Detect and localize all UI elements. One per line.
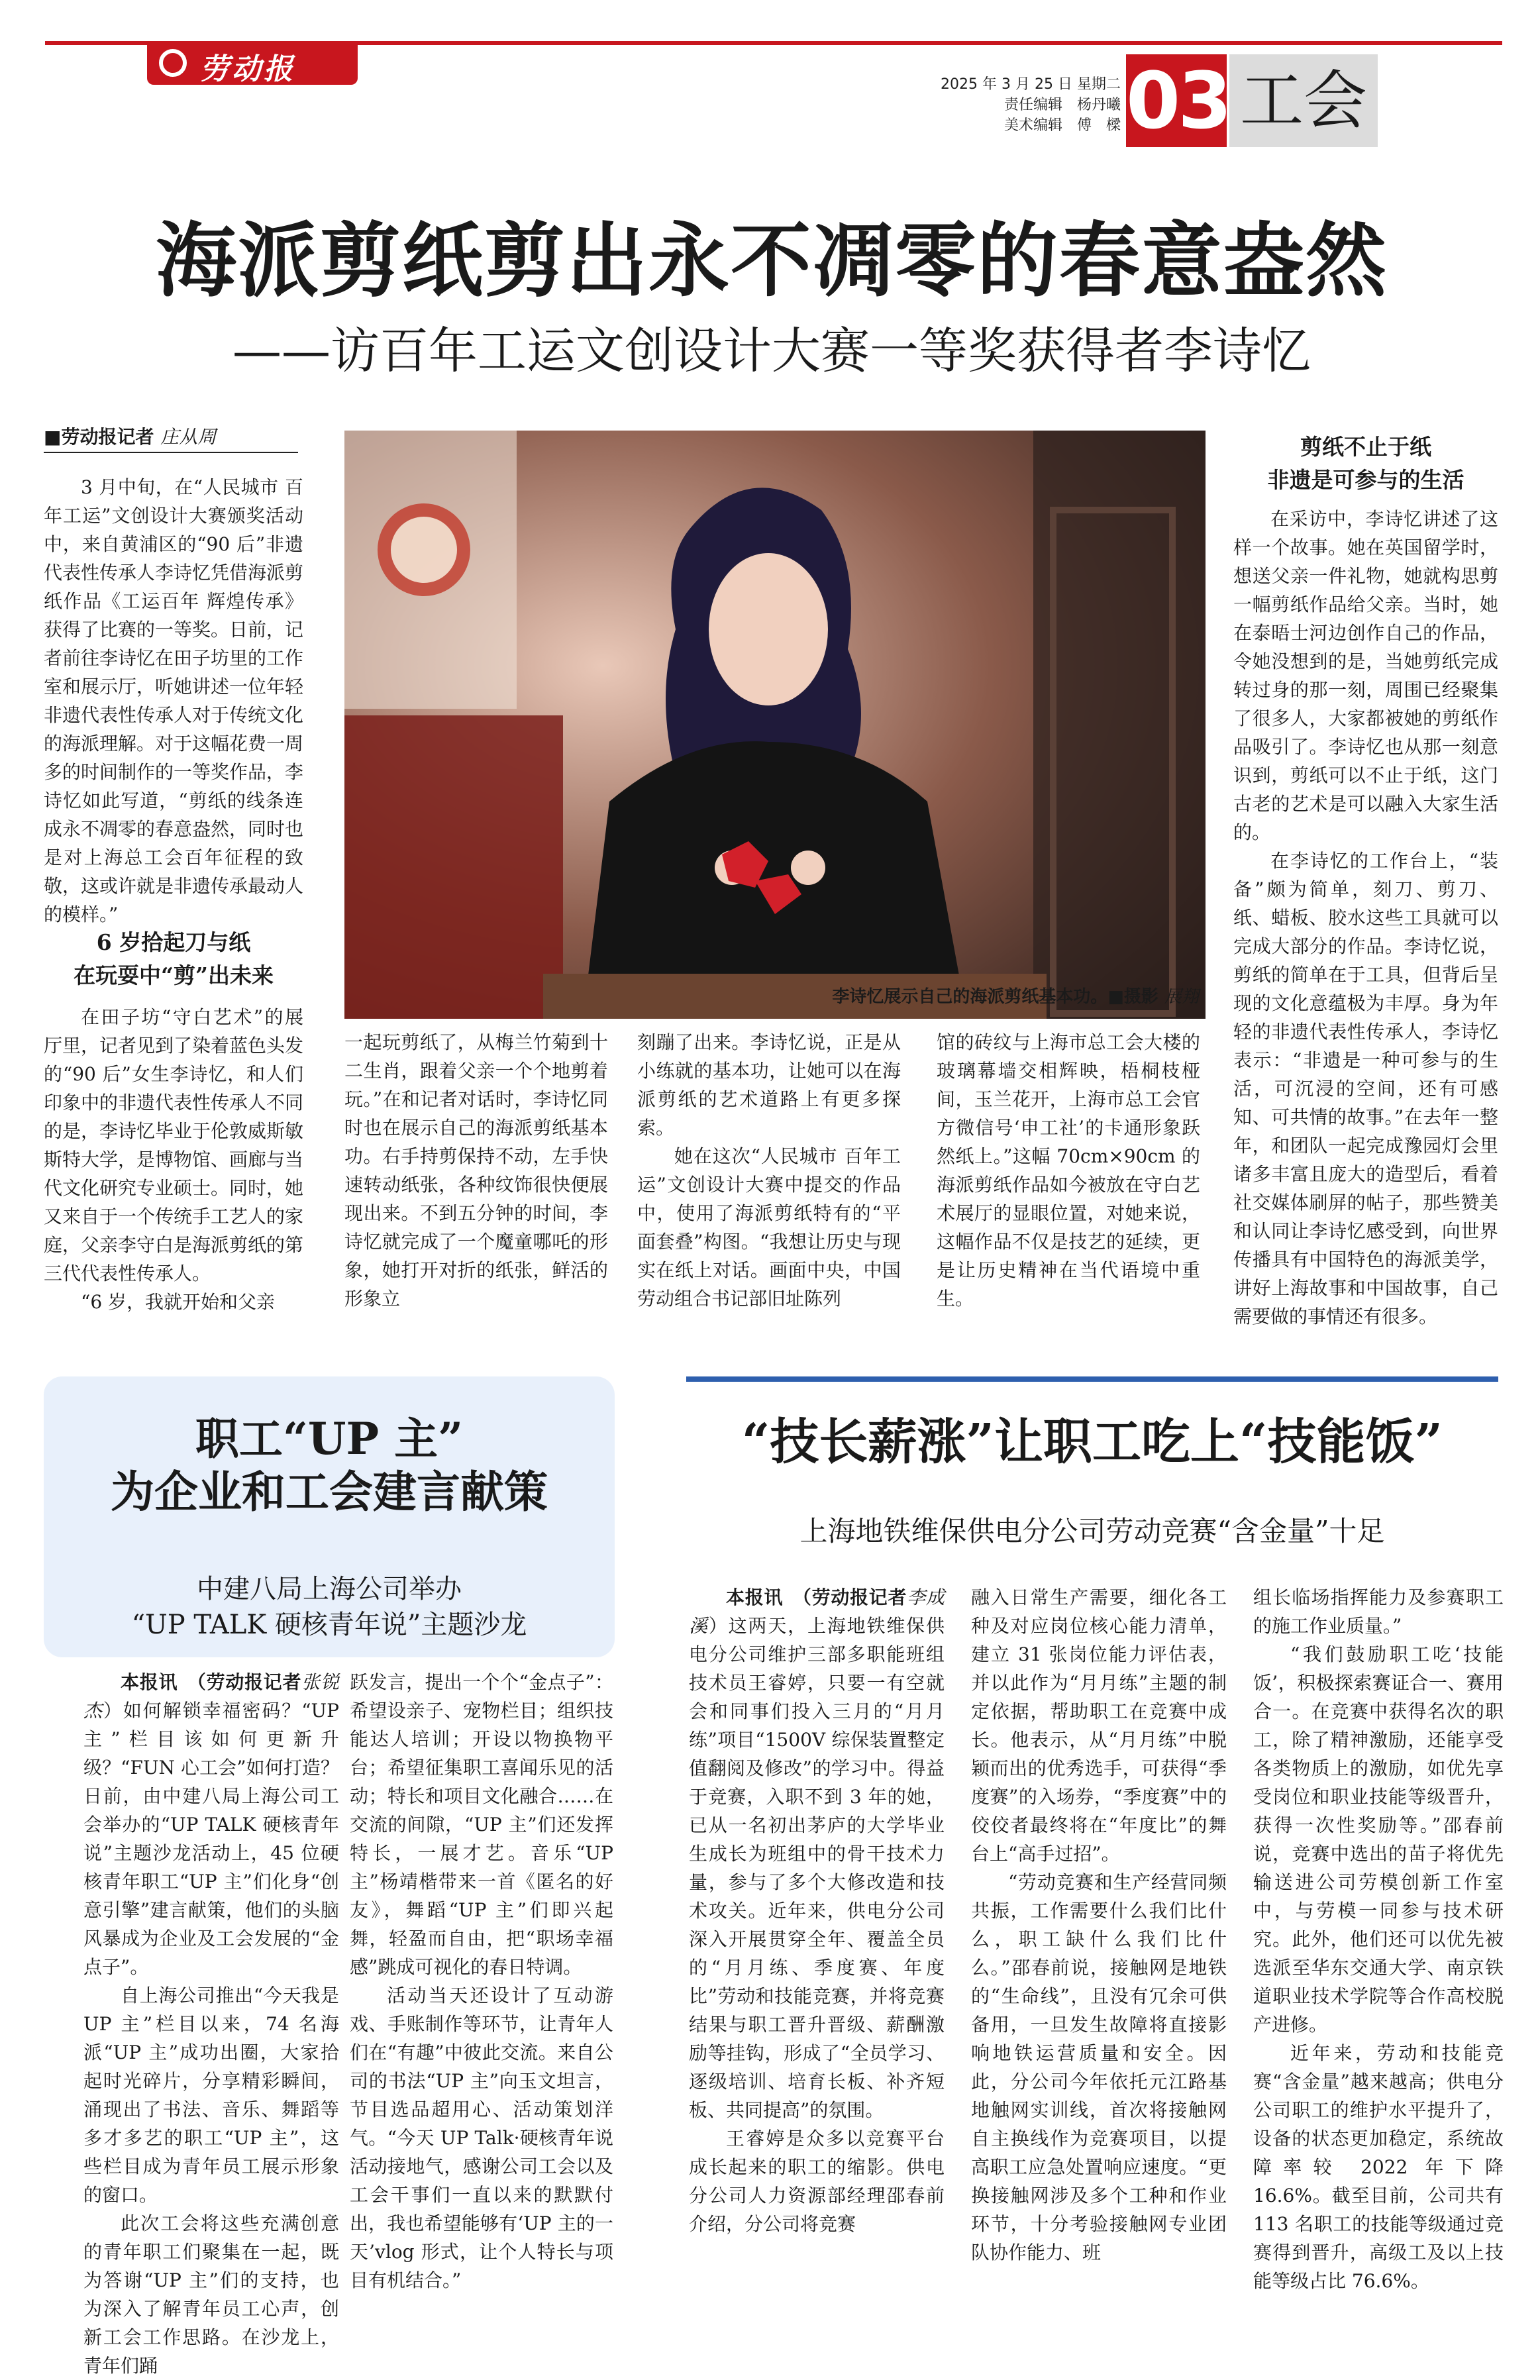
skill-col2	[971, 1583, 1227, 2267]
skill-title: “技长薪涨”让职工吃上“技能饭”	[741, 1414, 1443, 1471]
paragraph: 近年来，劳动和技能竞赛“含金量”越来越高；供电分公司职工的维护水平提升了，设备的状态更加稳定，系统故障率较 2022 年下降 16.6%。截至目前，公司共有 113 名职工的技能等级通过竞赛得到晋升，高级工及以上技能等级占比 76.6%。	[1253, 2042, 1504, 2292]
paragraph: 融入日常生产需要，细化各工种及对应岗位核心能力清单，建立 31 张岗位能力评估表，并以此作为“月月练”主题的制定依据，帮助职工在竞赛中成长。他表示，从“月月练”中脱颖而出的优秀选手，可获得“季度赛”的入场券，“季度赛”中的佼佼者最终将在“年度比”的舞台上“高手过招”。	[971, 1586, 1227, 1865]
paragraph	[83, 1668, 339, 1981]
newspaper-logo	[147, 41, 358, 85]
main-headline: 海派剪纸剪出永不凋零的春意盎然	[156, 213, 1388, 308]
photo-caption	[689, 985, 1199, 1009]
paragraph: 活动当天还设计了互动游戏、手账制作等环节，让青年人们在“有趣”中彼此交流。来自公司的书法“UP 主”向玉文坦言，节目选品超用心、活动策划洋气。“今天 UP Talk·硬核青年说活动接地气，感谢公司工会以及工会干事们一直以来的默默付出，我也希望能够有‘UP 主的一天’vlog 形式，让个人特长与项目有机结合。”	[350, 1985, 613, 2291]
skill-byline-name: 李成溪	[689, 1586, 945, 1637]
main-col1-top	[44, 473, 303, 929]
main-col2	[344, 1028, 608, 1313]
paragraph: 组长临场指挥能力及参赛职工的施工作业质量。”	[1253, 1586, 1504, 1637]
paragraph	[689, 1583, 945, 2124]
paragraph: 跃发言，提出一个个“金点子”：希望设亲子、宠物栏目；组织技能达人培训；开设以物换物平台；希望征集职工喜闻乐见的活动；特长和项目文化融合……在交流的间隙，“UP 主”们还发挥特长，一展才艺。音乐“UP 主”杨靖楷带来一首《匿名的好友》，舞蹈“UP 主”们即兴起舞，轻盈而自由，把“职场幸福感”跳成可视化的春日特调。	[350, 1671, 613, 1978]
paragraph: 3 月中旬，在“人民城市 百年工运”文创设计大赛颁奖活动中，来自黄浦区的“90 后”非遗代表性传承人李诗忆凭借海派剪纸作品《工运百年 辉煌传承》获得了比赛的一等奖。日前，记者前往李诗忆在田子坊里的工作室和展示厅，听她讲述一位年轻非遗代表性传承人对于传统文化的海派理解。对于这幅花费一周多的时间制作的一等奖作品，李诗忆如此写道，“剪纸的线条连成永不凋零的春意盎然，同时也是对上海总工会百年征程的致敬，这或许就是非遗传承最动人的模样。”	[44, 476, 304, 925]
skill-col1-text: ）这两天，上海地铁维保供电分公司维护三部多职能班组技术员王睿婷，只要一有空就会和同事们投入三月的“月月练”项目“1500V 综保装置整定值翻阅及修改”的学习中。得益于竞赛，入职不到 3 年的她，已从一名初出茅庐的大学毕业生成长为班组中的骨干技术力量，参与了多个大修改造和技术攻关。近年来，供电分公司深入开展贯穿全年、覆盖全员的“月月练、季度赛、年度比”劳动和技能竞赛，并将竞赛结果与职工晋升晋级、薪酬激励等挂钩，形成了“全员学习、逐级培训、培育长板、补齐短板、共同提高”的氛围。	[689, 1615, 945, 2121]
up-subtitle: 中建八局上海公司举办 “UP TALK 硬核青年说”主题沙龙	[131, 1574, 527, 1640]
paragraph: “6 岁，我就开始和父亲	[81, 1291, 276, 1313]
skill-top-rule	[686, 1376, 1498, 1382]
paragraph: 王睿婷是众多以竞赛平台成长起来的职工的缩影。供电分公司人力资源部经理邵春前介绍，分公司将竞赛	[689, 2128, 945, 2235]
main-photo	[344, 431, 1206, 1019]
up-col2	[350, 1668, 613, 2295]
paragraph: 在李诗忆的工作台上，“装备”颇为简单，刻刀、剪刀、纸、蜡板、胶水这些工具就可以完成大部分的作品。李诗忆说，剪纸的简单在于工具，但背后呈现的文化意蕴极为丰厚。身为年轻的非遗代表性传承人，李诗忆表示：“非遗是一种可参与的生活，可沉浸的空间，还有可感知、可共情的故事。”在去年一整年，和团队一起完成豫园灯会里诸多丰富且庞大的造型后，看着社交媒体刷屏的帖子，那些赞美和认同让李诗忆感受到，向世界传播具有中国特色的海派美学，讲好上海故事和中国故事，自己需要做的事情还有很多。	[1233, 850, 1498, 1327]
up-title: 职工“UP 主” 为企业和工会建言献策	[111, 1413, 548, 1518]
skill-col1	[689, 1583, 945, 2238]
up-byline-name: 张锐杰	[83, 1671, 339, 1722]
main-col3	[637, 1028, 901, 1313]
main-subheadline: ——访百年工运文创设计大赛一等奖获得者李诗忆	[232, 323, 1311, 380]
paragraph: 在田子坊“守白艺术”的展厅里，记者见到了染着蓝色头发的“90 后”女生李诗忆，和人们印象中的非遗代表性传承人不同的是，李诗忆毕业于伦敦威斯敏斯特大学，是博物馆、画廊与当代文化研究专业硕士。同时，她又来自于一个传统手工艺人的家庭，父亲李守白是海派剪纸的第三代代表性传承人。	[44, 1006, 304, 1284]
main-col4	[937, 1028, 1200, 1313]
paragraph: 一起玩剪纸了，从梅兰竹菊到十二生肖，跟着父亲一个个地剪着玩。”在和记者对话时，李诗忆同时也在展示自己的海派剪纸基本功。右手持剪保持不动，左手快速转动纸张，各种纹饰很快便展现出来。不到五分钟的时间，李诗忆就完成了一个魔童哪吒的形象，她打开对折的纸张，鲜活的形象立	[344, 1031, 608, 1310]
up-col1-text: ）如何解锁幸福密码？“UP 主”栏目该如何更新升级？“FUN 心工会”如何打造？日前，由中建八局上海公司工会举办的“UP TALK 硬核青年说”主题沙龙活动上，45 位硬核青年职工“UP 主”们化身“创意引擎”建言献策，他们的头脑风暴成为企业及工会发展的“金点子”。	[83, 1700, 339, 1978]
paragraph: 刻蹦了出来。李诗忆说，正是从小练就的基本功，让她可以在海派剪纸的艺术道路上有更多探索。	[637, 1031, 901, 1139]
main-col1-bottom	[44, 1003, 303, 1316]
byline-name: 庄从周	[160, 426, 217, 448]
skill-subtitle: 上海地铁维保供电分公司劳动竞赛“含金量”十足	[799, 1515, 1385, 1547]
logo-text: 劳动报	[200, 52, 295, 86]
byline-label: ■劳动报记者	[44, 426, 154, 448]
logo-circle-icon	[159, 49, 187, 77]
page-number: 03	[1126, 55, 1230, 146]
main-col5	[1233, 505, 1498, 1331]
paragraph: 在采访中，李诗忆讲述了这样一个故事。她在英国留学时，想送父亲一件礼物，她就构思剪一幅剪纸作品给父亲。当时，她在泰晤士河边创作自己的作品，令她没想到的是，当她剪纸完成转过身的那一刻，周围已经聚集了很多人，大家都被她的剪纸作品吸引了。李诗忆也从那一刻意识到，剪纸可以不止于纸，这门古老的艺术是可以融入大家生活的。	[1233, 508, 1498, 843]
issue-date: 2025 年 3 月 25 日 星期二	[941, 76, 1121, 93]
paragraph: 她在这次“人民城市 百年工运”文创设计大赛中提交的作品中，使用了海派剪纸特有的“平面套叠”构图。“我想让历史与现实在纸上对话。画面中央，中国劳动组合书记部旧址陈列	[637, 1145, 901, 1310]
paragraph: “劳动竞赛和生产经营同频共振，工作需要什么我们比什么，职工缺什么我们比什么。”邵春前说，接触网是地铁的“生命线”，且没有冗余可供备用，一旦发生故障将直接影响地铁运营质量和安全。因此，分公司今年依托元江路基地触网实训线，首次将接触网自主换线作为竞赛项目，以提高职工应急处置响应速度。“更换接触网涉及多个工种和作业环节，十分考验接触网专业团队协作能力、班	[971, 1871, 1227, 2263]
caption-credit: 展翔	[1164, 987, 1199, 1007]
up-headline-box	[44, 1376, 615, 1657]
up-byline-label: 本报讯 （劳动报记者	[121, 1671, 302, 1693]
main-byline	[44, 424, 309, 450]
subtitle-6-years: 6 岁拾起刀与纸 在玩耍中“剪”出未来	[74, 929, 274, 988]
skill-byline-label: 本报讯 （劳动报记者	[726, 1586, 907, 1608]
art-editor-line: 美术编辑 傅 樑	[1003, 117, 1121, 134]
section-name: 工会	[1229, 54, 1378, 147]
byline-rule	[44, 452, 298, 453]
caption-text: 李诗忆展示自己的海派剪纸基本功。■摄影	[832, 987, 1158, 1007]
skill-col3	[1253, 1583, 1504, 2295]
paragraph: 此次工会将这些充满创意的青年职工们聚集在一起，既为答谢“UP 主”们的支持，也为深入了解青年员工心声，创新工会工作思路。在沙龙上，青年们踊	[83, 2212, 339, 2377]
photo-illustration	[344, 431, 1206, 1019]
paragraph: 馆的砖纹与上海市总工会大楼的玻璃幕墙交相辉映，梧桐枝桠间，玉兰花开，上海市总工会官方微信号‘申工社’的卡通形象跃然纸上。”这幅 70cm×90cm 的海派剪纸作品如今被放在守白艺术展厅的显眼位置，对她来说，这幅作品不仅是技艺的延续，更是让历史精神在当代语境中重生。	[937, 1031, 1200, 1310]
issue-meta	[869, 74, 1121, 136]
subtitle-paper-life: 剪纸不止于纸 非遗是可参与的生活	[1267, 434, 1464, 493]
paragraph: 自上海公司推出“今天我是 UP 主”栏目以来，74 名海派“UP 主”成功出圈，大家拾起时光碎片，分享精彩瞬间，涌现出了书法、音乐、舞蹈等多才多艺的职工“UP 主”，这些栏目成为青年员工展示形象的窗口。	[83, 1985, 339, 2206]
paragraph: “我们鼓励职工吃‘技能饭’，积极探索赛证合一、赛用合一。在竞赛中获得名次的职工，除了精神激励，还能享受各类物质上的激励，如优先享受岗位和职业技能等级晋升，获得一次性奖励等。”邵春前说，竞赛中选出的苗子将优先输送进公司劳模创新工作室中，与劳模一同参与技术研究。此外，他们还可以优先被选派至华东交通大学、南京铁道职业技术学院等合作高校脱产进修。	[1253, 1643, 1504, 2036]
editor-line: 责任编辑 杨丹曦	[1003, 97, 1121, 113]
up-col1	[83, 1668, 339, 2380]
